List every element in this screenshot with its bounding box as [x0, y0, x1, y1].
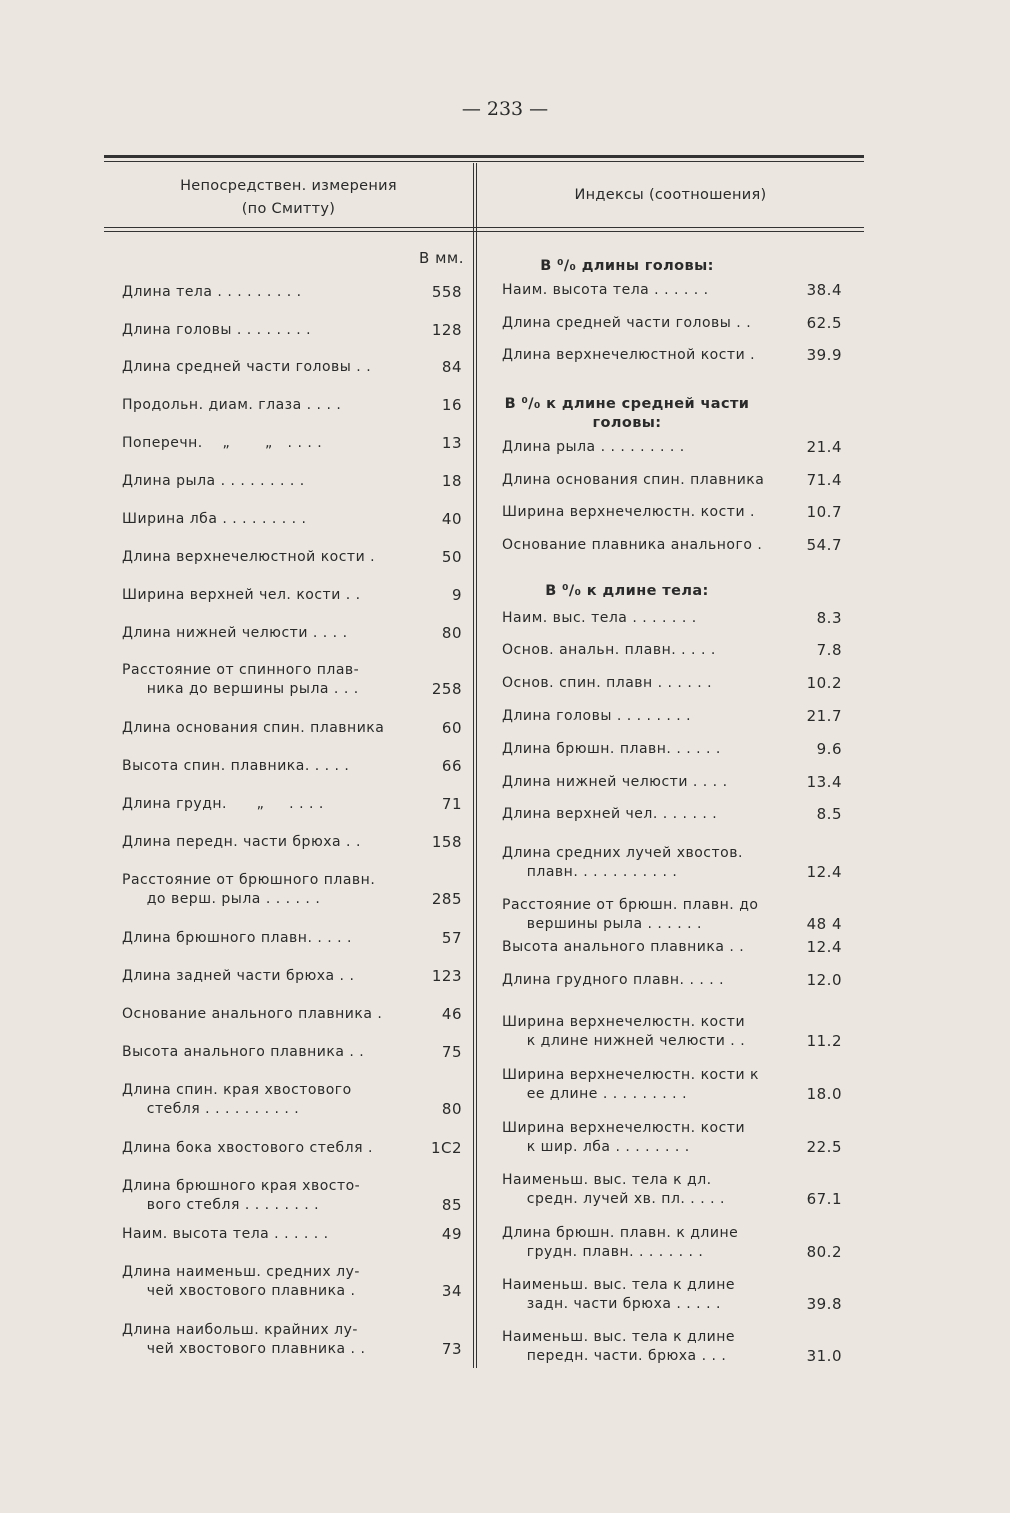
right-section-heading: В ⁰/₀ к длине тела: — [545, 583, 709, 599]
left-row-value: 49 — [441, 1225, 462, 1243]
header-rule-1 — [104, 227, 864, 228]
left-row-label: Длина передн. части брюха . . — [122, 834, 361, 850]
left-row-label: Длина основания спин. плавника — [122, 720, 385, 736]
right-row-label: Наим. выс. тела . . . . . . . — [502, 610, 697, 626]
right-row-value: 38.4 — [806, 281, 842, 299]
right-row — [104, 1171, 864, 1211]
left-row-label: Длина наименьш. средних лу- чей хвостового плавника . — [122, 1264, 360, 1299]
left-column-header: Непосредствен. измерения (по Смитту) — [180, 178, 397, 217]
right-row-value: 8.5 — [816, 805, 842, 823]
left-row-value: 558 — [431, 283, 462, 301]
left-row-value: 18 — [441, 472, 462, 490]
right-row-value: 13.4 — [806, 773, 842, 791]
left-row-value: 73 — [441, 1340, 462, 1358]
right-row — [104, 1013, 864, 1053]
right-row-label: Основ. анальн. плавн. . . . . — [502, 642, 716, 658]
right-row-label: Ширина верхнечелюстн. кости к длине нижней челюсти . . — [502, 1014, 746, 1049]
left-row-label: Длина нижней челюсти . . . . — [122, 625, 348, 641]
right-row-label: Расстояние от брюшн. плавн. до вершины рыла . . . . . . — [502, 897, 759, 932]
right-row-value: 18.0 — [806, 1085, 842, 1103]
left-row-label: Расстояние от спинного плав- ника до вершины рыла . . . — [122, 662, 360, 697]
right-row — [104, 896, 864, 936]
left-row-value: 75 — [441, 1043, 462, 1061]
right-row — [104, 1119, 864, 1159]
left-row-value: 85 — [441, 1196, 462, 1214]
left-row-value: 258 — [431, 680, 462, 698]
right-row-label: Наименьш. выс. тела к длине задн. части брюха . . . . . — [502, 1277, 736, 1312]
right-row-label: Основание плавника анального . — [502, 537, 763, 553]
left-row-label: Длина брюшного края хвосто- вого стебля . . . . . . . . — [122, 1178, 361, 1213]
right-row — [104, 844, 864, 884]
right-row-label: Высота анального плавника . . — [502, 939, 745, 955]
left-row-value: 128 — [431, 321, 462, 339]
right-row-value: 10.7 — [806, 503, 842, 521]
right-row-value: 54.7 — [806, 536, 842, 554]
right-row-value: 39.8 — [806, 1295, 842, 1313]
left-row-value: 123 — [431, 967, 462, 985]
left-row-label: Наим. высота тела . . . . . . — [122, 1226, 329, 1242]
right-row-value: 12.0 — [806, 971, 842, 989]
left-row-label: Длина средней части головы . . — [122, 359, 372, 375]
left-row-value: 158 — [431, 833, 462, 851]
right-row — [104, 536, 864, 576]
right-row-value: 9.6 — [816, 740, 842, 758]
right-row-value: 80.2 — [806, 1243, 842, 1261]
right-row-value: 48 4 — [806, 915, 842, 933]
left-row-label: Длина наибольш. крайних лу- чей хвостового плавника . . — [122, 1322, 366, 1357]
right-row-label: Длина рыла . . . . . . . . . — [502, 439, 685, 455]
left-row-label: Длина головы . . . . . . . . — [122, 322, 312, 338]
right-row-value: 21.7 — [806, 707, 842, 725]
right-row — [104, 346, 864, 386]
left-row-label: Поперечн. „ „ . . . . — [122, 435, 323, 451]
left-row-label: Основание анального плавника . — [122, 1006, 383, 1022]
right-row-label: Ширина верхнечелюстн. кости . — [502, 504, 755, 520]
right-row-value: 21.4 — [806, 438, 842, 456]
right-row-label: Длина головы . . . . . . . . — [502, 708, 692, 724]
right-row-value: 11.2 — [806, 1032, 842, 1050]
left-row-label: Длина тела . . . . . . . . . — [122, 284, 302, 300]
right-row — [104, 971, 864, 1011]
left-row-value: 285 — [431, 890, 462, 908]
right-row — [104, 1224, 864, 1264]
left-row-label: Длина рыла . . . . . . . . . — [122, 473, 305, 489]
left-row-value: 1С2 — [430, 1139, 462, 1157]
right-row — [104, 805, 864, 845]
right-row — [104, 1276, 864, 1316]
right-row-value: 12.4 — [806, 863, 842, 881]
right-row-value: 71.4 — [806, 471, 842, 489]
left-row-value: 60 — [441, 719, 462, 737]
right-row-label: Ширина верхнечелюстн. кости к ее длине . . . . . . . . . — [502, 1067, 759, 1102]
left-row-value: 34 — [441, 1282, 462, 1300]
right-row-label: Длина основания спин. плавника — [502, 472, 765, 488]
left-row-label: Высота спин. плавника. . . . . — [122, 758, 350, 774]
right-row-label: Длина верхней чел. . . . . . . — [502, 806, 718, 822]
right-row-label: Длина брюшн. плавн. . . . . . — [502, 741, 721, 757]
left-row-value: 84 — [441, 358, 462, 376]
right-row-value: 67.1 — [806, 1190, 842, 1208]
left-row-value: 80 — [441, 624, 462, 642]
left-row-value: 46 — [441, 1005, 462, 1023]
right-row — [104, 1066, 864, 1106]
right-row-label: Длина нижней челюсти . . . . — [502, 774, 728, 790]
right-row-value: 39.9 — [806, 346, 842, 364]
left-row-label: Длина брюшного плавн. . . . . — [122, 930, 353, 946]
left-row-value: 40 — [441, 510, 462, 528]
left-row-value: 80 — [441, 1100, 462, 1118]
left-row-value: 50 — [441, 548, 462, 566]
right-row-label: Длина средней части головы . . — [502, 315, 752, 331]
left-row-label: Длина грудн. „ . . . . — [122, 796, 324, 812]
right-row-label: Длина грудного плавн. . . . . — [502, 972, 725, 988]
left-row-value: 16 — [441, 396, 462, 414]
left-row-label: Расстояние от брюшного плавн. до верш. рыла . . . . . . — [122, 872, 376, 907]
right-row-label: Наим. высота тела . . . . . . — [502, 282, 709, 298]
right-row-value: 7.8 — [816, 641, 842, 659]
right-row — [104, 1328, 864, 1368]
left-row-label: Ширина верхней чел. кости . . — [122, 587, 361, 603]
measurements-table: Непосредствен. измерения (по Смитту) Индексы (соотношения) В мм. Длина тела . . . . . . . . . 558 Длина головы . . . . . . . . 128 Длина средней части головы . . 84 Продольн. диам. глаза . . . . 16 Поперечн. „ „ . . . . 13 Длина рыла . . . . . . . . . 18 Ширина лба . . . . . . . . . 40 Длина верхнечелюстной кости . 50 Ширина верхней чел. кости . . 9 Длина нижней челюсти . . . . 80 Расстояние от спинного плав- ника до вершины рыла . . . 258 Длина основания спин. плавника 60 Высота спин. плавника. . . . . 66 Длина грудн. „ . . . . 71 Длина передн. части брюха . . 158 Расстояние от брюшного плавн. до верш. рыла . . . . . . 285 Длина брюшного плавн. . . . . 57 Длина задней части брюха . . 123 Основание анального плавника . 46 Высота анального плавника . . 75 Длина спин. края хвостового стебля . . . . . . . . . . 80 Длина бока хвостового стебля . 1С2 Длина брюшного края хвосто- вого стебля . . . . . . . . 85 Наим. высота тела . . . . . . 49 Длина наименьш. средних лу- чей хвостового плавника . 34 Длина наибольш. крайних лу- чей хвостового плавника . . 73 Наим. высота тела . . . . . . 38.4 Длина средней части головы . . 62.5 Длина верхнечелюстной кости . 39.9 Длина рыла . . . . . . . . . 21.4 Длина основания спин. плавника 71.4 Ширина верхнечелюстн. кости . 10.7 Основание плавника анального . 54.7 Наим. выс. тела . . . . . . . 8.3 Основ. анальн. плавн. . . . . 7.8 Основ. спин. плавн . . . . . . 10.2 Длина головы . . . . . . . . 21.7 Длина брюшн. плавн. . . . . . 9.6 Длина нижней челюсти . . . . 13.4 Длина верхней чел. . . . . . . 8.5 Длина средних лучей хвостов. плавн. . . . . . . . . . . 12.4 Расстояние от брюшн. плавн. до вершины рыла . . . . . . 48 4 Высота анального плавника . . 12.4 Длина грудного плавн. . . . . 12.0 Ширина верхнечелюстн. кости к длине нижней челюсти . . 11.2 Ширина верхнечелюстн. кости к ее длине . . . . . . . . . 18.0 Ширина верхнечелюстн. кости к шир. лба . . . . . . . . 22.5 Наименьш. выс. тела к дл. средн. лучей хв. пл. . . . . 67.1 Длина брюшн. плавн. к длине грудн. плавн. . . . . . . . 80.2 Наименьш. выс. тела к длине задн. части брюха . . . . . 39.8 Наименьш. выс. тела к длине передн. части. брюха . . . 31.0 В ⁰/₀ длины головы: В ⁰/₀ к длине средней части головы: В ⁰/₀ к длине тела: — [104, 155, 864, 1368]
right-section-heading: В ⁰/₀ к длине средней части головы: — [504, 396, 750, 431]
left-row-label: Ширина лба . . . . . . . . . — [122, 511, 307, 527]
right-row-label: Наименьш. выс. тела к дл. средн. лучей хв. пл. . . . . — [502, 1172, 725, 1207]
right-row-value: 31.0 — [806, 1347, 842, 1365]
top-rule-thin — [104, 161, 864, 162]
left-row-value: 13 — [441, 434, 462, 452]
left-row-value: 66 — [441, 757, 462, 775]
right-section-heading: В ⁰/₀ длины головы: — [540, 258, 714, 274]
right-row-label: Длина брюшн. плавн. к длине грудн. плавн. . . . . . . . — [502, 1225, 739, 1260]
right-row-label: Наименьш. выс. тела к длине передн. части. брюха . . . — [502, 1329, 736, 1364]
left-row-label: Продольн. диам. глаза . . . . — [122, 397, 342, 413]
right-column-header: Индексы (соотношения) — [574, 187, 767, 203]
right-row-value: 8.3 — [816, 609, 842, 627]
left-row-label: Длина верхнечелюстной кости . — [122, 549, 376, 565]
page-number: — 233 — — [461, 98, 549, 120]
right-row-label: Длина средних лучей хвостов. плавн. . . . . . . . . . . — [502, 845, 743, 880]
right-row-value: 12.4 — [806, 938, 842, 956]
left-row-value: 57 — [441, 929, 462, 947]
left-row-label: Высота анального плавника . . — [122, 1044, 365, 1060]
right-row-value: 22.5 — [806, 1138, 842, 1156]
left-row-label: Длина бока хвостового стебля . — [122, 1140, 373, 1156]
right-row-value: 10.2 — [806, 674, 842, 692]
right-row-label: Ширина верхнечелюстн. кости к шир. лба . . . . . . . . — [502, 1120, 746, 1155]
right-row-label: Основ. спин. плавн . . . . . . — [502, 675, 713, 691]
right-row-label: Длина верхнечелюстной кости . — [502, 347, 756, 363]
right-row-value: 62.5 — [806, 314, 842, 332]
left-row-value: 9 — [451, 586, 462, 604]
left-row-label: Длина спин. края хвостового стебля . . . . . . . . . . — [122, 1082, 352, 1117]
top-rule-thick — [104, 155, 864, 158]
left-row-label: Длина задней части брюха . . — [122, 968, 355, 984]
left-row-value: 71 — [441, 795, 462, 813]
header-rule-2 — [104, 231, 864, 232]
